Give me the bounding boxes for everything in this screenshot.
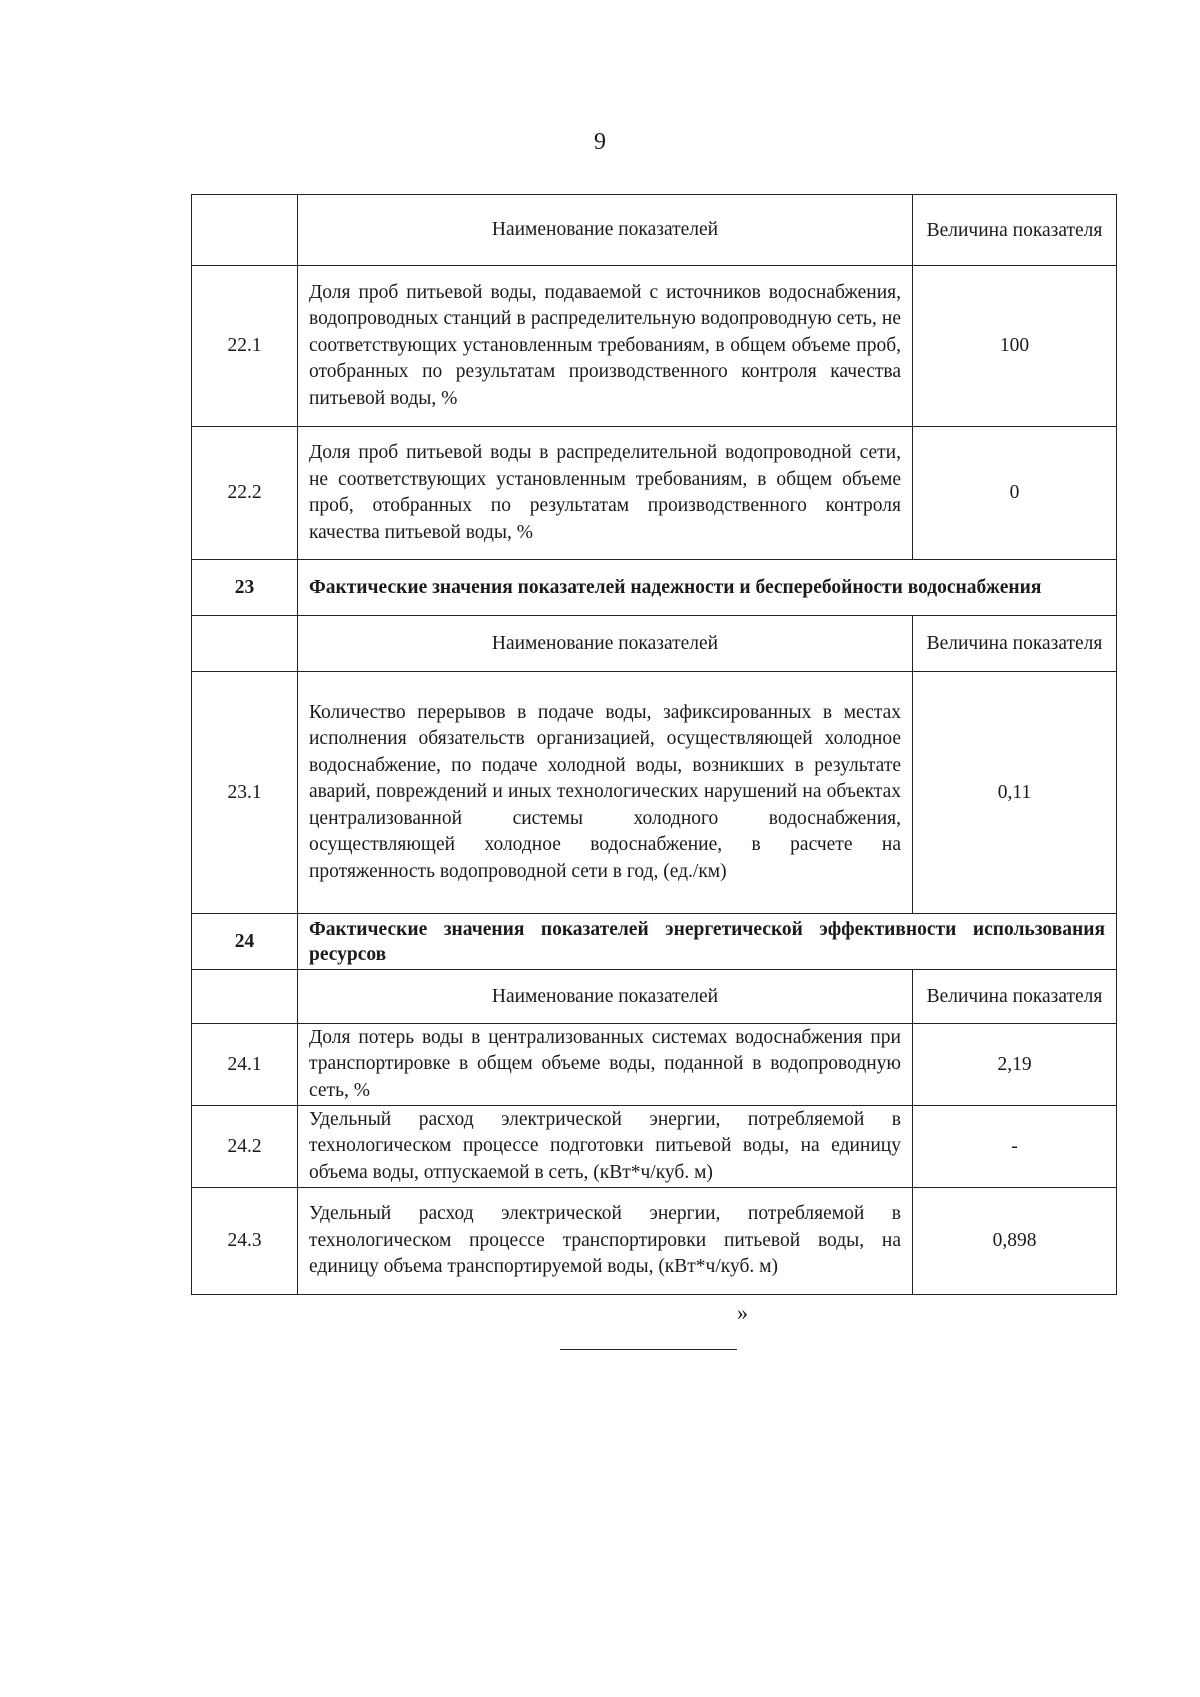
header-value-cell: Величина показателя bbox=[913, 970, 1117, 1024]
row-num: 23.1 bbox=[192, 672, 298, 914]
closing-rule bbox=[560, 1349, 737, 1350]
section-title: Фактические значения показателей надежности и бесперебойности водоснабжения bbox=[298, 560, 1117, 616]
row-value: 0,898 bbox=[913, 1188, 1117, 1295]
row-num: 24.1 bbox=[192, 1024, 298, 1106]
page-number: 9 bbox=[594, 129, 606, 155]
row-description: Доля проб питьевой воды, подаваемой с источников водоснабжения, водопроводных станций в распределительную водопроводную сеть, не соответствующих установленным требованиям, в общем объеме проб, отобранных по результатам производственного контроля качества питьевой воды, % bbox=[298, 266, 913, 427]
closing-quote: » bbox=[737, 1300, 748, 1325]
header-name-cell: Наименование показателей bbox=[298, 970, 913, 1024]
row-num: 24.3 bbox=[192, 1188, 298, 1295]
section-num: 24 bbox=[192, 914, 298, 970]
row-description: Количество перерывов в подаче воды, зафиксированных в местах исполнения обязательств организацией, осуществляющей холодное водоснабжение, по подаче холодной воды, возникших в результате аварий, повреждений и иных технологических нарушений на объектах централизованной системы холодного водоснабжения, осуществляющей холодное водоснабжение, в расчете на протяженность водопроводной сети в год, (ед./км) bbox=[298, 672, 913, 914]
table-row bbox=[192, 1106, 1117, 1188]
table-row bbox=[192, 1024, 1117, 1106]
section-row bbox=[192, 560, 1117, 616]
indicators-table bbox=[191, 194, 1117, 1295]
table-row bbox=[192, 672, 1117, 914]
row-num: 22.1 bbox=[192, 266, 298, 427]
table-row bbox=[192, 427, 1117, 560]
row-description: Удельный расход электрической энергии, потребляемой в технологическом процессе транспортировки питьевой воды, на единицу объема транспортируемой воды, (кВт*ч/куб. м) bbox=[298, 1188, 913, 1295]
row-description: Удельный расход электрической энергии, потребляемой в технологическом процессе подготовки питьевой воды, на единицу объема воды, отпускаемой в сеть, (кВт*ч/куб. м) bbox=[298, 1106, 913, 1188]
row-value: 0 bbox=[913, 427, 1117, 560]
row-description: Доля проб питьевой воды в распределительной водопроводной сети, не соответствующих установленным требованиям, в общем объеме проб, отобранных по результатам производственного контроля качества питьевой воды, % bbox=[298, 427, 913, 560]
table-header-row bbox=[192, 195, 1117, 266]
table-header-row bbox=[192, 970, 1117, 1024]
section-row bbox=[192, 914, 1117, 970]
header-num-cell bbox=[192, 195, 298, 266]
row-value: 2,19 bbox=[913, 1024, 1117, 1106]
table-header-row bbox=[192, 616, 1117, 672]
row-description: Доля потерь воды в централизованных системах водоснабжения при транспортировке в общем объеме воды, поданной в водопроводную сеть, % bbox=[298, 1024, 913, 1106]
row-value: - bbox=[913, 1106, 1117, 1188]
table-row bbox=[192, 266, 1117, 427]
table-row bbox=[192, 1188, 1117, 1295]
row-num: 24.2 bbox=[192, 1106, 298, 1188]
header-name-cell: Наименование показателей bbox=[298, 616, 913, 672]
header-name-cell: Наименование показателей bbox=[298, 195, 913, 266]
header-value-cell: Величина показателя bbox=[913, 195, 1117, 266]
header-num-cell bbox=[192, 970, 298, 1024]
row-num: 22.2 bbox=[192, 427, 298, 560]
row-value: 0,11 bbox=[913, 672, 1117, 914]
row-value: 100 bbox=[913, 266, 1117, 427]
section-num: 23 bbox=[192, 560, 298, 616]
section-title: Фактические значения показателей энергетической эффективности использования ресурсов bbox=[298, 914, 1117, 970]
header-num-cell bbox=[192, 616, 298, 672]
header-value-cell: Величина показателя bbox=[913, 616, 1117, 672]
